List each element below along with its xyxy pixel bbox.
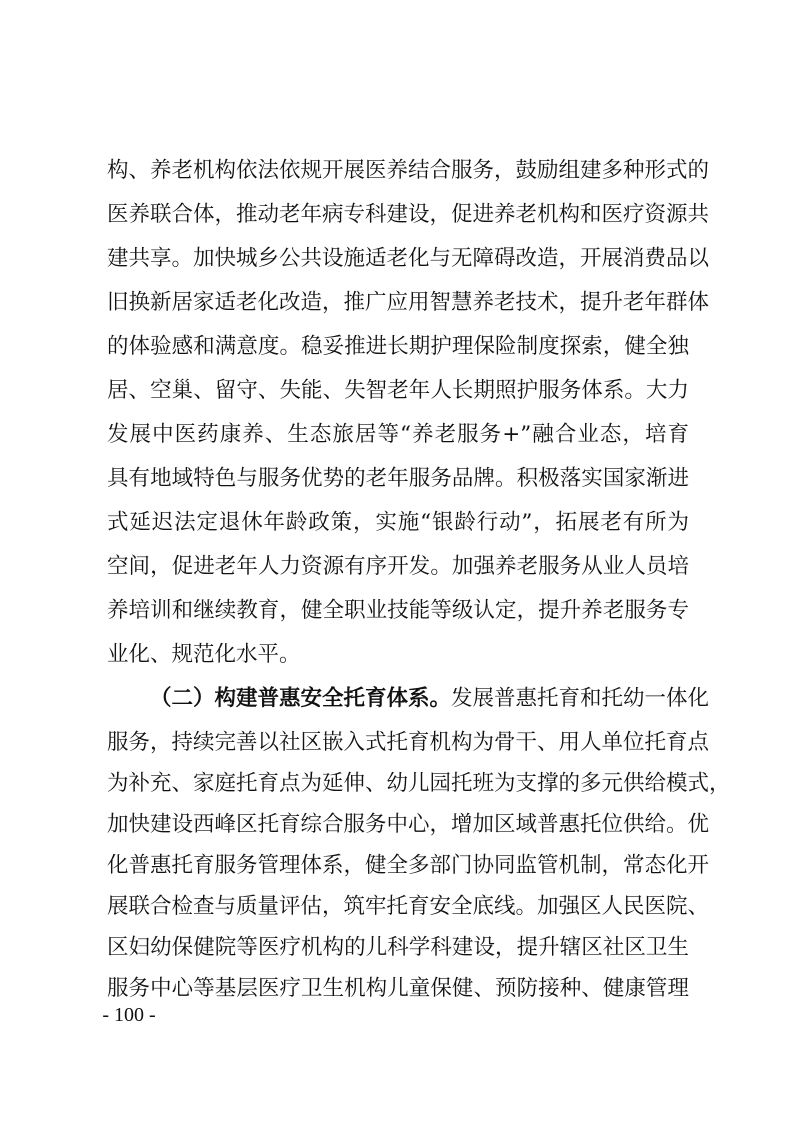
paragraph-2-line-8: 服务中心等基层医疗卫生机构儿童保健、预防接种、健康管理	[107, 976, 689, 1001]
paragraph-1-line-4: 旧换新居家适老化改造，推广应用智慧养老技术，提升老年群体	[107, 290, 710, 315]
paragraph-2-line-2: 服务，持续完善以社区嵌入式托育机构为骨干、用人单位托育点	[107, 730, 710, 755]
paragraph-1-line-10: 空间，促进老年人力资源有序开发。加强养老服务从业人员培	[107, 554, 689, 579]
paragraph-1-line-3: 建共享。加快城乡公共设施适老化与无障碍改造，开展消费品以	[107, 246, 710, 271]
paragraph-1-line-9: 式延迟法定退休年龄政策，实施“银龄行动”，拓展老有所为	[107, 510, 689, 535]
paragraph-1-line-2: 医养联合体，推动老年病专科建设，促进养老机构和医疗资源共	[107, 202, 710, 227]
paragraph-2-first-line	[150, 677, 710, 721]
paragraph-2-line-1-text: 发展普惠托育和托幼一体化	[451, 686, 710, 711]
section-heading: （二）构建普惠安全托育体系。	[150, 686, 452, 711]
paragraph-2-line-5: 化普惠托育服务管理体系，健全多部门协同监管机制，常态化开	[107, 853, 710, 878]
paragraph-2-line-3: 为补充、家庭托育点为延伸、幼儿园托班为支撑的多元供给模式，	[107, 771, 731, 796]
paragraph-1-line-8: 具有地域特色与服务优势的老年服务品牌。积极落实国家渐进	[107, 466, 689, 491]
paragraph-2-line-4: 加快建设西峰区托育综合服务中心，增加区域普惠托位供给。优	[107, 812, 710, 837]
paragraph-1-line-7: 发展中医药康养、生态旅居等“养老服务+”融合业态，培育	[107, 422, 689, 447]
paragraph-1-line-11: 养培训和继续教育，健全职业技能等级认定，提升养老服务专	[107, 598, 689, 623]
paragraph-1-line-6: 居、空巢、留守、失能、失智老年人长期照护服务体系。大力	[107, 378, 689, 403]
paragraph-2-line-7: 区妇幼保健院等医疗机构的儿科学科建设，提升辖区社区卫生	[107, 935, 689, 960]
paragraph-1-line-12: 业化、规范化水平。	[107, 642, 301, 667]
paragraph-1-line-1: 构、养老机构依法依规开展医养结合服务，鼓励组建多种形式的	[107, 158, 710, 183]
paragraph-1-line-5: 的体验感和满意度。稳妥推进长期护理保险制度探索，健全独	[107, 334, 689, 359]
paragraph-2-line-6: 展联合检查与质量评估，筑牢托育安全底线。加强区人民医院、	[107, 894, 710, 919]
page-number: - 100 -	[102, 1004, 156, 1026]
